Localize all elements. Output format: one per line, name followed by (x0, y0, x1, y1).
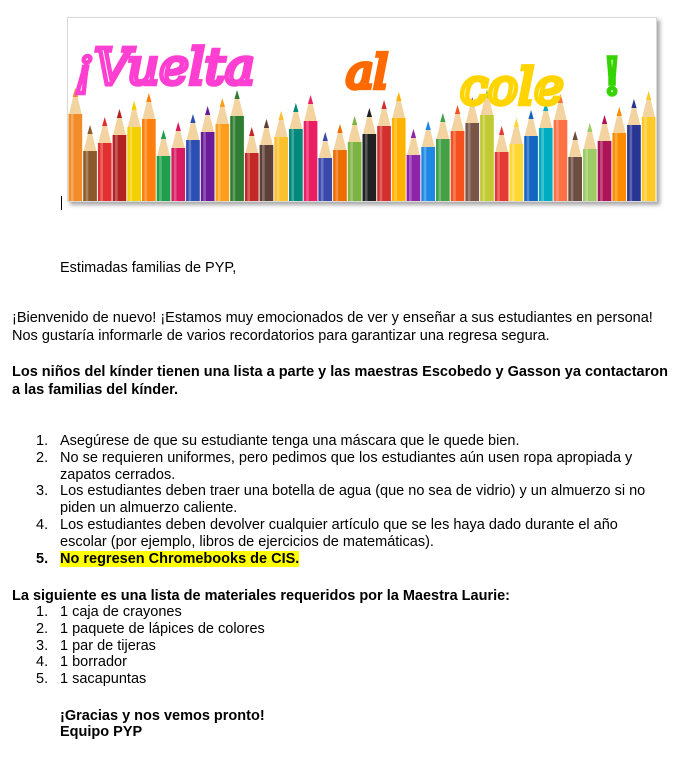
banner-title-part-3: cole (460, 58, 564, 116)
supplies-list (0, 604, 660, 688)
supply-item-number: 2. (36, 620, 49, 637)
pencil (598, 115, 612, 201)
pencil (627, 99, 641, 201)
pencil (171, 122, 185, 201)
reminder-item (0, 517, 660, 551)
supply-item-number: 3. (36, 637, 49, 654)
reminder-item-number: 1. (36, 433, 49, 449)
pencil (407, 129, 421, 201)
supply-item-number: 5. (36, 671, 49, 688)
supply-item-text: 1 sacapuntas (60, 671, 147, 688)
text-cursor (61, 196, 62, 210)
supply-item-text: 1 caja de crayones (60, 604, 182, 620)
signoff (60, 708, 265, 740)
pencil (201, 106, 215, 201)
closing-line: ¡Gracias y nos vemos pronto! (60, 708, 265, 724)
pencil (318, 132, 332, 201)
pencil (348, 116, 362, 201)
pencil (260, 119, 274, 201)
supply-item (0, 604, 660, 621)
pencil (274, 111, 288, 201)
pencil (113, 109, 127, 201)
reminder-item-text: Los estudiantes deben devolver cualquier artículo que se les haya dado durante el año escolar (por ejemplo, libros de ejercicios de matemáticas). (60, 516, 618, 550)
pencil (98, 117, 112, 201)
supply-item (0, 621, 660, 638)
greeting: Estimadas familias de PYP, (60, 260, 237, 276)
pencil (157, 130, 171, 201)
pencil (539, 102, 553, 201)
reminders-list (0, 433, 660, 567)
reminder-item (0, 433, 660, 450)
pencil (69, 88, 83, 201)
pencil (230, 90, 244, 201)
colored-pencils-illustration (68, 18, 656, 201)
supply-item-number: 1. (36, 604, 49, 620)
banner-title-part-1: ¡Vuelta (74, 38, 255, 96)
pencil (186, 114, 200, 201)
reminder-item-text: No regresen Chromebooks de CIS. (60, 550, 300, 567)
reminder-item-number: 5. (36, 550, 49, 567)
reminder-item (0, 483, 660, 517)
reminder-item (0, 450, 660, 484)
kinder-note: Los niños del kínder tienen una lista a parte y las maestras Escobedo y Gasson ya contactaron a las familias del kínder. (12, 364, 668, 398)
supply-item-number: 4. (36, 654, 49, 671)
reminder-item-number: 2. (36, 449, 49, 466)
pencil (83, 125, 97, 201)
reminder-item-number: 3. (36, 483, 49, 500)
intro-paragraph: ¡Bienvenido de nuevo! ¡Estamos muy emocionados de ver y enseñar a sus estudiantes en persona! Nos gustaría informarle de varios recordatorios para garantizar una regresa segura. (12, 310, 653, 344)
pencil (436, 113, 450, 201)
pencil (127, 101, 141, 201)
pencil (421, 121, 435, 201)
pencil (510, 118, 524, 201)
pencil (612, 107, 626, 201)
reminder-item-number: 4. (36, 516, 49, 533)
banner-image (67, 17, 657, 202)
team-signature: Equipo PYP (60, 724, 143, 740)
pencil (583, 123, 597, 201)
supply-item-text: 1 par de tijeras (60, 637, 156, 654)
pencil (363, 108, 377, 201)
pencil (245, 127, 259, 201)
reminder-item-text: No se requieren uniformes, pero pedimos que los estudiantes aún usen ropa apropiada y zapatos cerrados. (60, 449, 633, 483)
reminder-item (0, 551, 660, 568)
supply-item (0, 671, 660, 688)
reminder-item-text: Asegúrese de que su estudiante tenga una máscara que le quede bien. (60, 433, 520, 449)
supply-item (0, 654, 660, 671)
pencil (289, 103, 303, 201)
pencil (304, 95, 318, 201)
reminder-item-text: Los estudiantes deben traer una botella de agua (que no sea de vidrio) y un almuerzo si no piden un almuerzo caliente. (60, 483, 646, 517)
supply-item-text: 1 paquete de lápices de colores (60, 620, 265, 637)
pencil (568, 131, 582, 201)
pencil (377, 100, 391, 201)
supply-item (0, 638, 660, 655)
pencil (142, 93, 156, 201)
banner-title-part-4: ! (602, 48, 623, 106)
supplies-heading: La siguiente es una lista de materiales requeridos por la Maestra Laurie: (12, 588, 511, 604)
pencil (333, 124, 347, 201)
pencil (451, 105, 465, 201)
supply-item-text: 1 borrador (60, 654, 127, 671)
banner-title-part-2: al (346, 45, 389, 99)
pencil (495, 126, 509, 201)
pencil (524, 110, 538, 201)
pencil (392, 92, 406, 201)
pencil (642, 91, 656, 201)
pencil (216, 98, 230, 201)
